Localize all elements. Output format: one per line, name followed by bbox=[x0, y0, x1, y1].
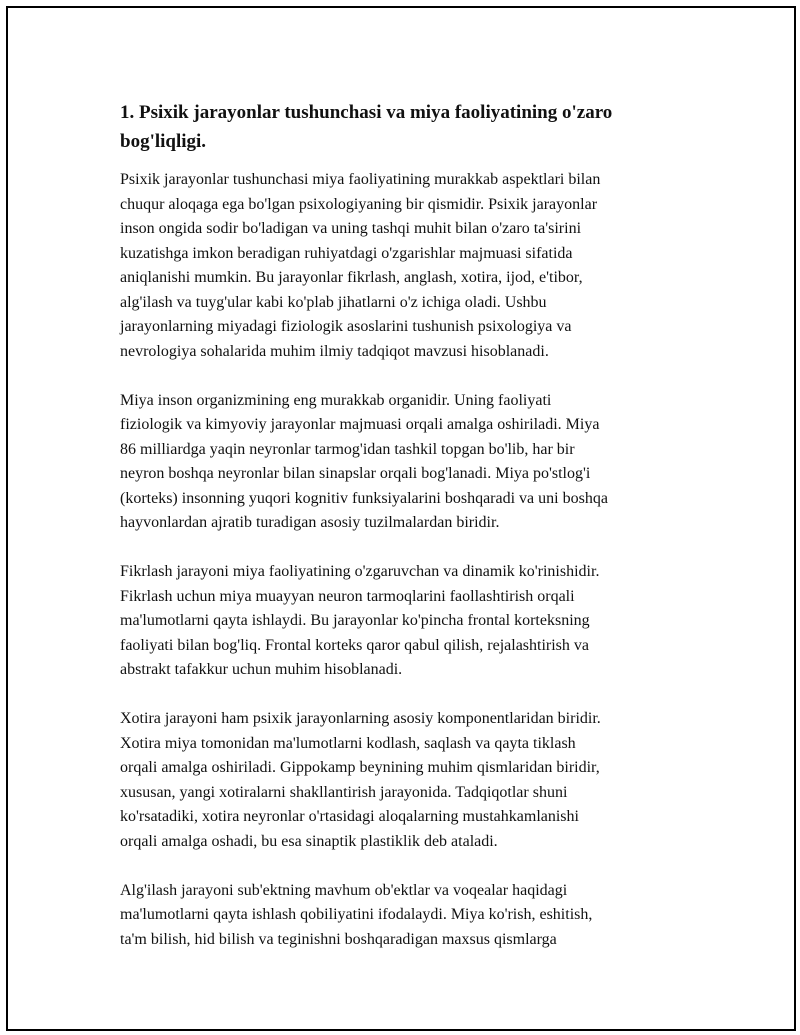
text-line: kuzatishga imkon beradigan ruhiyatdagi o'zgarishlar majmuasi sifatida bbox=[120, 244, 573, 262]
section-heading bbox=[120, 98, 690, 156]
text-line: Xotira miya tomonidan ma'lumotlarni kodlash, saqlash va qayta tiklash bbox=[120, 734, 576, 752]
text-line: Psixik jarayonlar tushunchasi miya faoliyatining murakkab aspektlari bilan bbox=[120, 171, 601, 188]
text-line: jarayonlarning miyadagi fiziologik asoslarini tushunish psixologiya va bbox=[120, 318, 572, 335]
paragraph-5 bbox=[120, 879, 690, 953]
text-line: ma'lumotlarni qayta ishlaydi. Bu jarayonlar ko'pincha frontal korteksning bbox=[120, 612, 590, 629]
text-line: faoliyati bilan bog'liq. Frontal korteks qaror qabul qilish, rejalashtirish va bbox=[120, 636, 590, 654]
text-line: Fikrlash uchun miya muayyan neuron tarmoqlarini faollashtirish orqali bbox=[120, 587, 575, 605]
text-line: hayvonlardan ajratib turadigan asosiy tuzilmalardan biridir. bbox=[120, 514, 500, 531]
text-line: Miya inson organizmining eng murakkab organidir. Uning faoliyati bbox=[120, 391, 552, 409]
heading-line: 1. Psixik jarayonlar tushunchasi va miya faoliyatining o'zaro bbox=[120, 102, 613, 123]
text-line: xususan, yangi xotiralarni shakllantirish jarayonida. Tadqiqotlar shuni bbox=[120, 783, 568, 801]
paragraph-4 bbox=[120, 707, 690, 854]
paragraph-1 bbox=[120, 168, 690, 364]
text-line: neyron boshqa neyronlar bilan sinapslar orqali bog'lanadi. Miya po'stlog'i bbox=[120, 465, 591, 482]
text-line: aniqlanishi mumkin. Bu jarayonlar fikrlash, anglash, xotira, ijod, e'tibor, bbox=[120, 269, 583, 286]
text-line: inson ongida sodir bo'ladigan va uning tashqi muhit bilan o'zaro ta'sirini bbox=[120, 220, 582, 237]
text-line: orqali amalga oshiriladi. Gippokamp beynining muhim qismlaridan biridir, bbox=[120, 759, 600, 776]
document-body bbox=[120, 98, 690, 977]
paragraph-2 bbox=[120, 389, 690, 536]
text-line: ma'lumotlarni qayta ishlash qobiliyatini ifodalaydi. Miya ko'rish, eshitish, bbox=[120, 906, 593, 923]
text-line: ta'm bilish, hid bilish va teginishni boshqaradigan maxsus qismlarga bbox=[120, 930, 557, 948]
text-line: chuqur aloqaga ega bo'lgan psixologiyaning bir qismidir. Psixik jarayonlar bbox=[120, 195, 598, 213]
text-line: orqali amalga oshadi, bu esa sinaptik plastiklik deb ataladi. bbox=[120, 832, 498, 850]
text-line: abstrakt tafakkur uchun muhim hisoblanadi. bbox=[120, 661, 403, 678]
text-line: nevrologiya sohalarida muhim ilmiy tadqiqot mavzusi hisoblanadi. bbox=[120, 342, 549, 360]
text-line: ko'rsatadiki, xotira neyronlar o'rtasidagi aloqalarning mustahkamlanishi bbox=[120, 808, 579, 825]
text-line: 86 milliardga yaqin neyronlar tarmog'idan tashkil topgan bo'lib, har bir bbox=[120, 440, 575, 458]
text-line: Xotira jarayoni ham psixik jarayonlarning asosiy komponentlaridan biridir. bbox=[120, 710, 601, 727]
page-frame bbox=[6, 6, 796, 1031]
paragraph-3 bbox=[120, 560, 690, 683]
text-line: Fikrlash jarayoni miya faoliyatining o'zgaruvchan va dinamik ko'rinishidir. bbox=[120, 563, 600, 580]
heading-line: bog'liqligi. bbox=[120, 131, 207, 152]
text-line: (korteks) insonning yuqori kognitiv funksiyalarini boshqaradi va uni boshqa bbox=[120, 489, 608, 507]
text-line: fiziologik va kimyoviy jarayonlar majmuasi orqali amalga oshiriladi. Miya bbox=[120, 416, 600, 433]
text-line: alg'ilash va tuyg'ular kabi ko'plab jihatlarni o'z ichiga oladi. Ushbu bbox=[120, 293, 547, 311]
text-line: Alg'ilash jarayoni sub'ektning mavhum ob'ektlar va voqealar haqidagi bbox=[120, 881, 568, 899]
